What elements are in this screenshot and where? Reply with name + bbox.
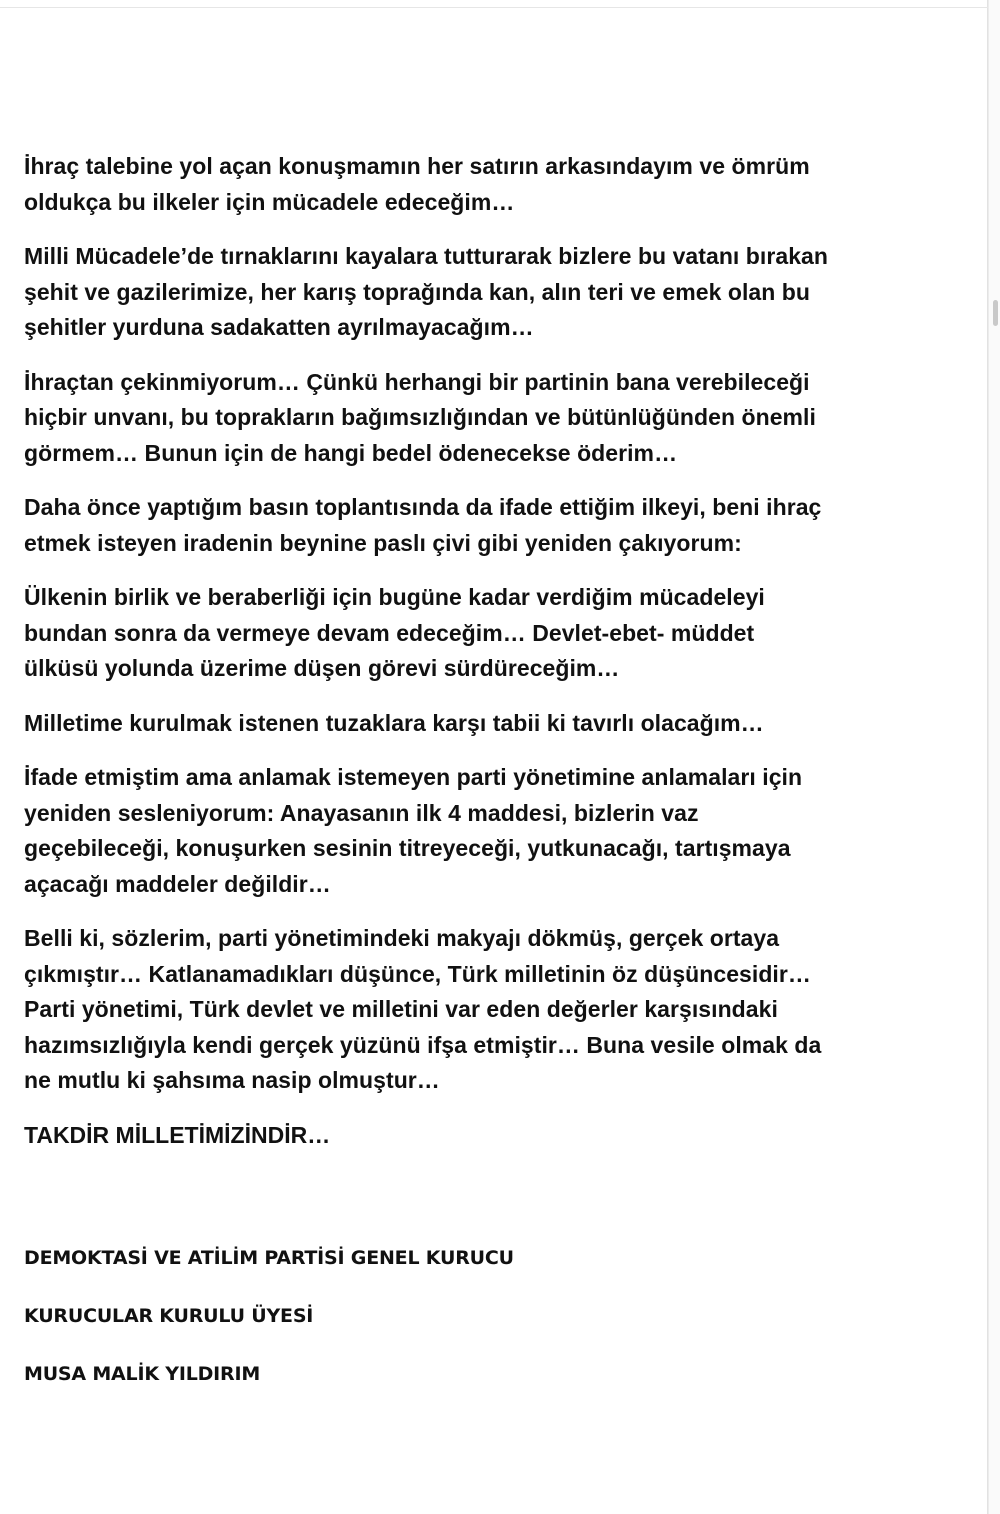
text-line: görmem… Bunun için de hangi bedel ödenecekse öderim… bbox=[24, 439, 678, 466]
text-line: ne mutlu ki şahsıma nasip olmuştur… bbox=[24, 1067, 440, 1093]
paragraph-5 bbox=[24, 580, 969, 687]
text-line: Milli Mücadele’de tırnaklarını kayalara tutturarak bizlere bu vatanı bırakan bbox=[24, 243, 828, 269]
text-line: etmek isteyen iradenin beynine paslı çivi gibi yeniden çakıyorum: bbox=[24, 529, 742, 556]
signature-role: KURUCULAR KURULU ÜYESİ bbox=[24, 1305, 314, 1327]
text-line: şehitler yurduna sadakatten ayrılmayacağım… bbox=[24, 314, 534, 340]
paragraph-1 bbox=[24, 149, 969, 220]
text-line: Ülkenin birlik ve beraberliği için bugüne kadar verdiğim mücadeleyi bbox=[24, 584, 765, 610]
text-line: bundan sonra da vermeye devam edeceğim… Devlet-ebet- müddet bbox=[24, 619, 755, 646]
text-line: oldukça bu ilkeler için mücadele edeceğim… bbox=[24, 188, 515, 215]
paragraph-3 bbox=[24, 365, 969, 472]
text-line: hazımsızlığıyla kendi gerçek yüzünü ifşa etmiştir… Buna vesile olmak da bbox=[24, 1031, 822, 1058]
letter-body bbox=[24, 149, 969, 1176]
text-line: Parti yönetimi, Türk devlet ve milletini var eden değerler karşısındaki bbox=[24, 996, 778, 1022]
paragraph-2 bbox=[24, 239, 969, 346]
text-line: hiçbir unvanı, bu toprakların bağımsızlığından ve bütünlüğünden önemli bbox=[24, 404, 816, 430]
text-line: Belli ki, sözlerim, parti yönetimindeki makyajı dökmüş, gerçek ortaya bbox=[24, 925, 780, 951]
signature-title: DEMOKTASİ VE ATİLİM PARTİSİ GENEL KURUCU bbox=[24, 1247, 514, 1269]
text-line: Daha önce yaptığım basın toplantısında da ifade ettiğim ilkeyi, beni ihraç bbox=[24, 494, 822, 520]
signature-block bbox=[24, 1243, 924, 1417]
scrollbar[interactable] bbox=[988, 0, 1000, 1514]
text-line: Milletime kurulmak istenen tuzaklara karşı tabii ki tavırlı olacağım… bbox=[24, 709, 764, 736]
text-line: İhraç talebine yol açan konuşmamın her satırın arkasındayım ve ömrüm bbox=[24, 153, 810, 179]
text-line: yeniden sesleniyorum: Anayasanın ilk 4 maddesi, bizlerin vaz bbox=[24, 799, 699, 826]
scrollbar-thumb[interactable] bbox=[993, 300, 998, 326]
signature-name: MUSA MALİK YILDIRIM bbox=[24, 1363, 261, 1385]
paragraph-8 bbox=[24, 921, 969, 1099]
paragraph-4 bbox=[24, 490, 969, 561]
text-line: ülküsü yolunda üzerime düşen görevi sürdüreceğim… bbox=[24, 655, 620, 681]
text-line: İfade etmiştim ama anlamak istemeyen parti yönetimine anlamaları için bbox=[24, 764, 803, 790]
paragraph-6 bbox=[24, 706, 969, 742]
text-line: açacağı maddeler değildir… bbox=[24, 870, 331, 897]
text-line: geçebileceği, konuşurken sesinin titreyeceği, yutkunacağı, tartışmaya bbox=[24, 835, 791, 861]
text-line: İhraçtan çekinmiyorum… Çünkü herhangi bir partinin bana verebileceği bbox=[24, 368, 810, 395]
text-line: şehit ve gazilerimize, her karış toprağında kan, alın teri ve emek olan bu bbox=[24, 278, 810, 305]
text-line: çıkmıştır… Katlanamadıkları düşünce, Türk milletinin öz düşüncesidir… bbox=[24, 960, 811, 987]
page-top-edge bbox=[0, 0, 988, 8]
paragraph-7 bbox=[24, 760, 969, 902]
closing-statement: TAKDİR MİLLETİMİZİNDİR… bbox=[24, 1121, 331, 1148]
